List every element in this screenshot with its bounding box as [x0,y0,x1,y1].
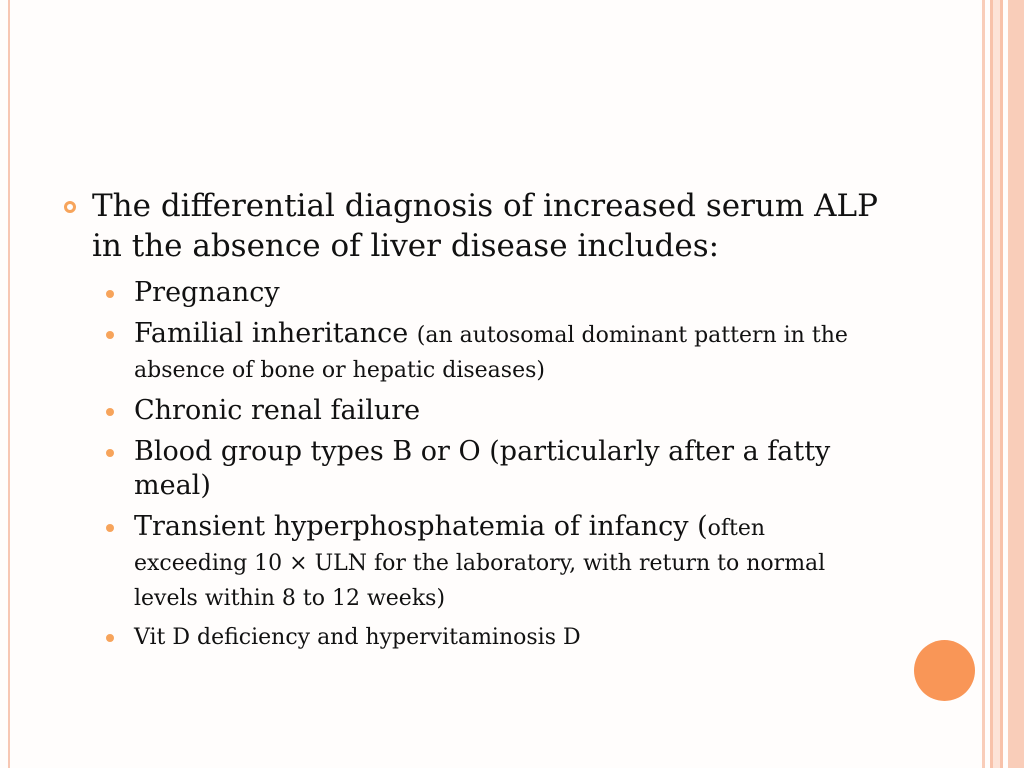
item-note: (an autosomal dominant pattern in the absence of bone or hepatic diseases) [134,323,848,383]
main-bullet-text: The differential diagnosis of increased serum ALP in the absence of liver disease includes: [92,188,878,264]
dot-bullet-icon [106,524,114,532]
item-label: Blood group types B or O (particularly after a fatty meal) [134,436,831,501]
right-decorative-stripes [978,0,1024,768]
item-label: Chronic renal failure [134,395,421,426]
decorative-circle [914,640,975,701]
item-label: Pregnancy [134,277,280,308]
item-note: Vit D deficiency and hypervitaminosis D [134,625,581,650]
main-bullet-item [62,186,882,654]
list-item-transient-hyperphosphatemia [92,510,882,615]
dot-bullet-icon [106,634,114,642]
dot-bullet-icon [106,331,114,339]
dot-bullet-icon [106,290,114,298]
item-label: Transient hyperphosphatemia of infancy ( [134,511,708,542]
list-item-familial-inheritance [92,317,882,387]
list-item-vit-d [92,622,882,654]
sub-bullet-list [92,276,882,654]
list-item-blood-group [92,435,882,503]
left-frame-line [8,0,10,768]
item-note: often exceeding 10 × ULN for the laboratory, with return to normal levels within 8 to 12 weeks) [134,516,826,611]
list-item-chronic-renal-failure [92,394,882,428]
item-label: Familial inheritance [134,318,417,349]
list-item-pregnancy [92,276,882,310]
ring-bullet-icon [64,201,76,213]
dot-bullet-icon [106,449,114,457]
dot-bullet-icon [106,408,114,416]
slide-content [62,186,882,661]
